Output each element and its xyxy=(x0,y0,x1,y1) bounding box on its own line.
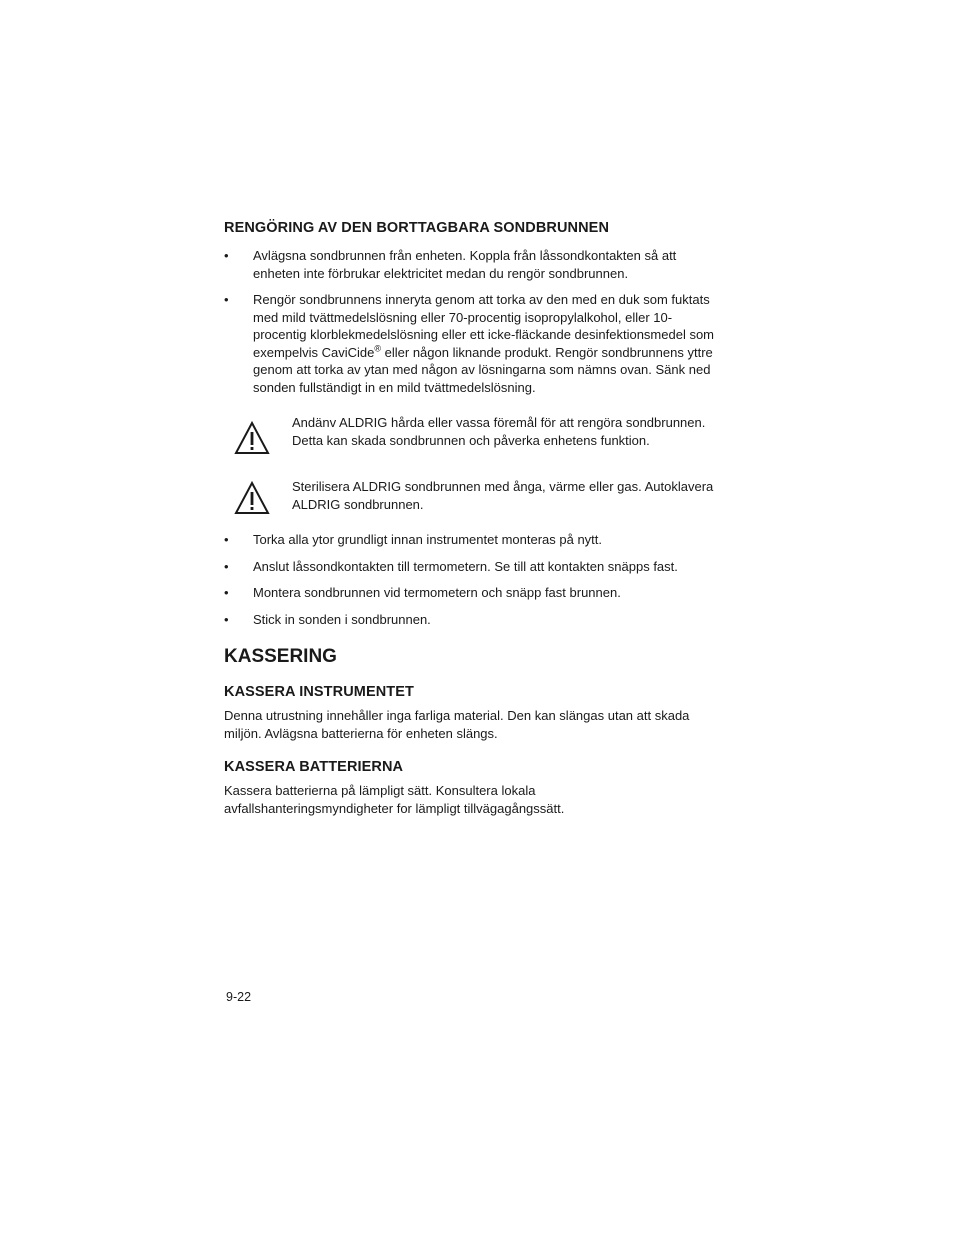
list-item xyxy=(224,611,724,629)
list-item xyxy=(224,247,724,283)
section-heading-cleaning: RENGÖRING AV DEN BORTTAGBARA SONDBRUNNEN xyxy=(224,220,610,236)
list-item-text: Montera sondbrunnen vid termometern och snäpp fast brunnen. xyxy=(253,585,621,600)
page-number: 9-22 xyxy=(226,990,252,1004)
instrument-disposal-text: Denna utrustning innehåller inga farliga material. Den kan slängas utan att skada miljön. Avlägsna batterierna för enheten slängs. xyxy=(224,708,690,741)
bullet-symbol: • xyxy=(224,532,229,547)
bullet-symbol: • xyxy=(224,612,229,627)
list-item-text: Rengör sondbrunnens inneryta genom att torka av den med en duk som fuktats med mild tvättmedelslösning eller 70-procentig isopropylalkohol, eller 10-procentig klorblekmedelslösning eller ett icke-fläckande desinfektionsmedel som exempelvis CaviCide® eller någon liknande produkt. Rengör sondbrunnens yttre genom att torka av ytan med någon av lösningarna som nämns ovan. Sänk ned sonden fullständigt in en mild tvättmedelslösning. xyxy=(253,292,715,395)
warning-note xyxy=(234,478,724,518)
bullet-symbol: • xyxy=(224,292,229,307)
section-heading-disposal: KASSERING xyxy=(224,646,337,667)
list-item xyxy=(224,291,724,411)
warning-text: Andänv ALDRIG hårda eller vassa föremål för att rengöra sondbrunnen. Detta kan skada sondbrunnen och påverka enhetens funktion. xyxy=(292,415,706,448)
registered-mark: ® xyxy=(374,343,382,354)
batteries-disposal-text: Kassera batterierna på lämpligt sätt. Konsultera lokala avfallshanteringsmyndigheter for lämpligt tillvägagångssätt. xyxy=(224,783,565,816)
bullet-symbol: • xyxy=(224,559,229,574)
list-item-text: Avlägsna sondbrunnen från enheten. Koppla från låssondkontakten så att enheten inte förbrukar elektricitet medan du rengör sondbrunnen. xyxy=(253,248,677,281)
subsection-heading-instrument: KASSERA INSTRUMENTET xyxy=(224,684,414,700)
subsection-heading-batteries: KASSERA BATTERIERNA xyxy=(224,759,404,775)
list-item xyxy=(224,531,724,549)
list-item xyxy=(224,584,724,602)
bullet-symbol: • xyxy=(224,585,229,600)
bullet-symbol: • xyxy=(224,248,229,263)
warning-note xyxy=(234,414,724,468)
list-item-text: Anslut låssondkontakten till termometern. Se till att kontakten snäpps fast. xyxy=(253,559,678,574)
warning-triangle-icon xyxy=(234,420,270,456)
list-item-text: Stick in sonden i sondbrunnen. xyxy=(253,612,431,627)
warning-text: Sterilisera ALDRIG sondbrunnen med ånga, värme eller gas. Autoklavera ALDRIG sondbrunnen. xyxy=(292,479,714,512)
warning-triangle-icon xyxy=(234,480,270,516)
list-item xyxy=(224,558,724,576)
list-item-text: Torka alla ytor grundligt innan instrumentet monteras på nytt. xyxy=(253,532,603,547)
